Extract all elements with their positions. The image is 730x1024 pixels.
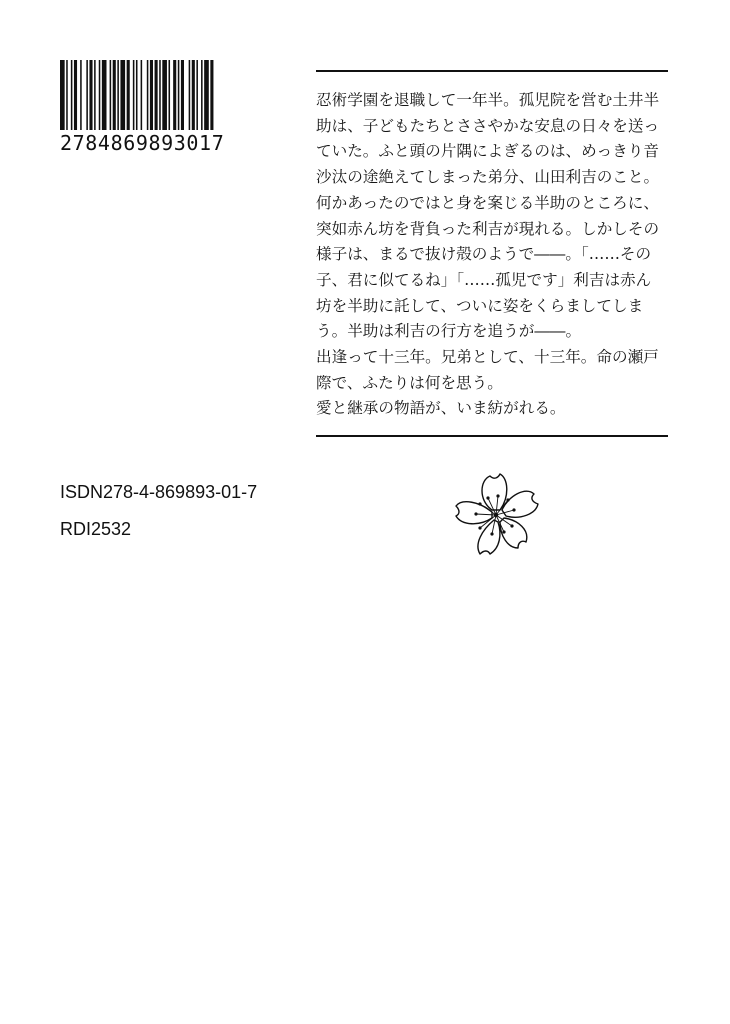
- barcode-bar: [159, 60, 161, 130]
- isdn-code: ISDN278-4-869893-01-7: [60, 482, 258, 502]
- synopsis-line: 子、君に似てるね」「……孤児です」利吉は赤ん: [316, 270, 652, 289]
- barcode-number: 2784869893017: [60, 131, 225, 155]
- barcode-bar: [204, 60, 209, 130]
- synopsis-line: 助は、子どもたちとささやかな安息の日々を送っ: [316, 116, 660, 135]
- barcode-bar: [196, 60, 198, 130]
- barcode-bar: [66, 60, 68, 130]
- synopsis-line: 突如赤ん坊を背負った利吉が現れる。しかしその: [316, 219, 660, 238]
- petal: [478, 520, 500, 554]
- barcode-bar: [133, 60, 135, 130]
- cherry-blossom-icon: [448, 470, 548, 562]
- barcode-bar: [173, 60, 176, 130]
- synopsis-line: 何かあったのではと身を案じる半助のところに、: [316, 193, 659, 212]
- barcode-bar: [210, 60, 213, 130]
- synopsis-line: 沙汰の途絶えてしまった弟分、山田利吉のこと。: [316, 168, 660, 187]
- barcode-bar: [120, 60, 125, 130]
- synopsis-line: う。半助は利吉の行方を追うが――。: [316, 322, 582, 341]
- petal: [502, 491, 538, 517]
- synopsis-line: 様子は、まるで抜け殻のようで――。「……その: [316, 245, 652, 264]
- barcode-bar: [60, 60, 65, 130]
- barcode-bar: [147, 60, 149, 130]
- rdi-code: RDI2532: [60, 519, 132, 539]
- synopsis-line: ていた。ふと頭の片隅によぎるのは、めっきり音: [316, 142, 659, 161]
- petal: [482, 474, 507, 510]
- barcode-bar: [162, 60, 167, 130]
- synopsis-line: 忍術学園を退職して一年半。孤児院を営む土井半: [316, 91, 660, 109]
- barcode-bar: [192, 60, 195, 130]
- barcode-bar: [74, 60, 77, 130]
- barcode-bar: [94, 60, 96, 130]
- synopsis-line: 出逢って十三年。兄弟として、十三年。命の瀬戸: [316, 348, 659, 367]
- barcode-bar: [99, 60, 101, 130]
- barcode-bar: [189, 60, 191, 130]
- barcode-bar: [110, 60, 112, 130]
- barcode-bar: [181, 60, 184, 130]
- synopsis-line: 坊を半助に託して、ついに姿をくらましてしま: [316, 296, 644, 315]
- barcode-bar: [86, 60, 88, 130]
- barcode-bar: [102, 60, 107, 130]
- barcode-bar: [141, 60, 143, 130]
- synopsis-top-rule: [316, 70, 668, 72]
- barcode-bar: [178, 60, 180, 130]
- barcode-bar: [117, 60, 119, 130]
- synopsis-line: 際で、ふたりは何を思う。: [316, 373, 503, 392]
- barcode-bar: [127, 60, 130, 130]
- barcode-graphic: [60, 60, 266, 130]
- barcode-bar: [71, 60, 73, 130]
- barcode-bar: [136, 60, 138, 130]
- barcode-bar: [169, 60, 171, 130]
- synopsis-bottom-rule: [316, 435, 668, 437]
- barcode-bar: [150, 60, 153, 130]
- synopsis-text: [316, 88, 672, 422]
- barcode-bar: [201, 60, 203, 130]
- barcode-bar: [89, 60, 92, 130]
- synopsis-line: 愛と継承の物語が、いま紡がれる。: [316, 399, 566, 418]
- barcode-bar: [155, 60, 158, 130]
- barcode-bar: [113, 60, 116, 130]
- barcode-bar: [80, 60, 82, 130]
